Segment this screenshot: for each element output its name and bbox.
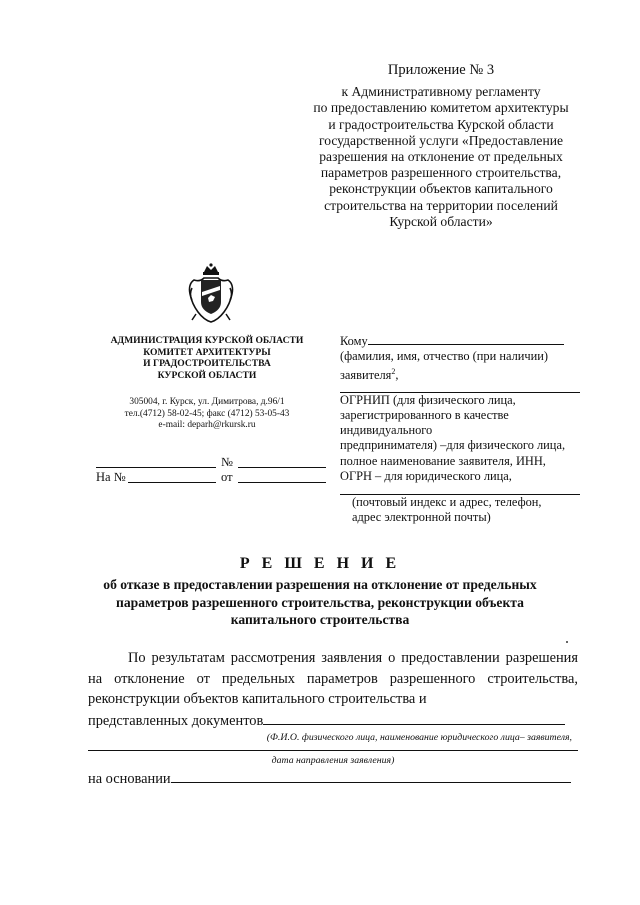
recipient-ogrnip: ОГРНИП (для физического лица,	[340, 392, 516, 407]
appendix-line: реконструкции объектов капитального	[329, 181, 553, 197]
documents-label: представленных документов	[88, 712, 264, 729]
applicant-line	[88, 744, 578, 751]
documents-row	[88, 710, 578, 732]
recipient-ogrnip: индивидуального	[340, 423, 433, 438]
recipient-address-hint: (почтовый индекс и адрес, телефон,	[352, 494, 542, 509]
appendix-header	[300, 62, 582, 230]
incoming-number-label: На №	[96, 470, 126, 484]
recipient-address-hint-2: адрес электронной почты)	[352, 510, 491, 525]
recipient-ogrnip: зарегистрированного в качестве	[340, 407, 509, 422]
decision-title: Р Е Ш Е Н И Е	[239, 555, 401, 572]
org-address: 305004, г. Курск, ул. Димитрова, д.96/1	[129, 397, 285, 407]
recipient-ogrnip: ОГРН – для юридического лица,	[340, 468, 512, 483]
recipient-fio-hint-2: заявителя$^2$,	[340, 367, 399, 383]
recipient-block	[340, 333, 580, 525]
appendix-line: строительства на территории поселений	[324, 197, 558, 213]
recipient-komu-label: Кому	[340, 334, 368, 348]
appendix-line: по предоставлению комитетом архитектуры	[313, 100, 569, 116]
appendix-title: Приложение № 3	[387, 62, 495, 78]
appendix-line: Курской области»	[389, 213, 493, 229]
decision-subtitle: параметров разрешенного строительства, реконструкции объекта	[116, 594, 524, 610]
recipient-fio-hint: (фамилия, имя, отчество (при наличии)	[340, 349, 549, 364]
number-line	[238, 455, 326, 468]
recipient-address-line	[340, 484, 580, 495]
decision-body	[88, 648, 578, 790]
footnote-mark: 2	[391, 367, 396, 377]
outgoing-reference	[96, 455, 336, 485]
applicant-hint: (Ф.И.О. физического лица, наименование юридического лица– заявителя,	[266, 732, 572, 743]
org-line: КОМИТЕТ АРХИТЕКТУРЫ	[143, 346, 271, 358]
org-line: И ГРАДОСТРОИТЕЛЬСТВА	[143, 358, 271, 370]
recipient-name-line	[368, 333, 564, 345]
decision-title-block	[60, 555, 580, 629]
appendix-line: к Административному регламенту	[341, 84, 541, 100]
incoming-date-label: от	[221, 470, 233, 484]
org-phone: тел.(4712) 58-02-45; факс (4712) 53-05-43	[124, 408, 290, 419]
recipient-komu-row	[340, 333, 580, 349]
decision-subtitle: капитального строительства	[230, 612, 410, 627]
number-sign: №	[221, 455, 233, 469]
basis-row	[88, 768, 578, 790]
scan-speck	[566, 641, 568, 643]
basis-label: на основании	[88, 771, 171, 787]
incoming-date-line	[238, 470, 326, 483]
organization-contacts	[96, 397, 318, 432]
decision-subtitle: об отказе в предоставлении разрешения на отклонение от предельных	[103, 577, 537, 592]
organization-name	[96, 335, 318, 381]
outgoing-number-row	[96, 455, 336, 470]
appendix-line: параметров разрешенного строительства,	[320, 165, 562, 181]
date-line	[96, 455, 216, 468]
incoming-number-line	[128, 470, 216, 483]
incoming-reference-row	[96, 470, 336, 485]
date-hint: дата направления заявления)	[271, 755, 395, 766]
appendix-line: и градостроительства Курской области	[328, 116, 554, 132]
body-paragraph: По результатам рассмотрения заявления о предоставлении разрешения на отклонение от предельных параметров разрешенного строительства, реконструкции объектов капитального строительства и	[88, 650, 578, 707]
org-email: e-mail: deparh@rkursk.ru	[158, 420, 256, 431]
documents-line	[263, 710, 565, 725]
org-line: АДМИНИСТРАЦИЯ КУРСКОЙ ОБЛАСТИ	[110, 335, 304, 346]
org-line: КУРСКОЙ ОБЛАСТИ	[157, 369, 257, 381]
recipient-line	[340, 384, 580, 393]
recipient-ogrnip: предпринимателя) –для физического лица,	[340, 438, 566, 453]
basis-line	[171, 768, 571, 783]
appendix-line: разрешения на отклонение от предельных	[319, 149, 563, 165]
recipient-ogrnip: полное наименование заявителя, ИНН,	[340, 453, 546, 468]
appendix-line: государственной услуги «Предоставление	[318, 132, 564, 148]
kursk-coat-of-arms-icon	[186, 262, 236, 324]
